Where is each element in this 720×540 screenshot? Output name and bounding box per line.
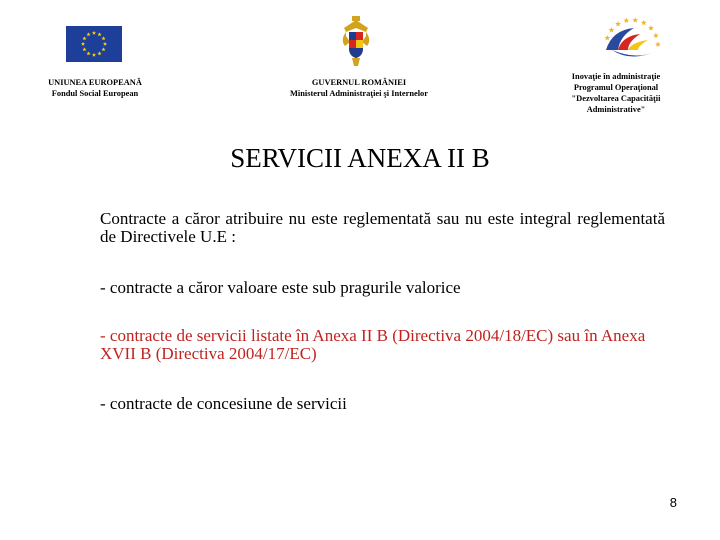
page-number: 8	[669, 495, 677, 510]
eu-header	[20, 77, 170, 99]
star-icon	[615, 21, 621, 26]
government-header-line1: GUVERNUL ROMÂNIEI	[311, 78, 407, 87]
government-header	[254, 77, 464, 99]
star-icon	[641, 20, 647, 25]
program-header-line3: "Dezvoltarea Capacităţii	[571, 94, 661, 103]
program-header	[556, 71, 676, 115]
list-item: - contracte de concesiune de servicii	[100, 394, 347, 413]
star-icon	[632, 17, 638, 22]
star-icon	[609, 27, 615, 32]
program-header-line2: Programul Operaţional	[573, 83, 659, 92]
eu-flag-icon	[66, 26, 122, 62]
list-item: - contracte de servicii listate în Anexa II B (Directiva 2004/18/EC) sau în Anexa XVII B (Directiva 2004/17/EC)	[100, 326, 646, 363]
programme-logo-icon	[598, 16, 662, 66]
eu-header-line1: UNIUNEA EUROPEANĂ	[48, 78, 142, 87]
star-icon	[604, 35, 610, 40]
star-icon	[653, 33, 659, 38]
romania-coat-of-arms-icon	[340, 14, 372, 68]
program-header-line1: Inovaţie în administraţie	[571, 72, 661, 81]
eu-header-line2: Fondul Social European	[51, 89, 139, 98]
star-icon	[655, 41, 661, 46]
slide-title: SERVICII ANEXA II B	[230, 143, 490, 173]
star-icon	[623, 18, 629, 23]
program-header-line4: Administrative"	[586, 105, 646, 114]
government-header-line2: Ministerul Administraţiei şi Internelor	[290, 89, 428, 98]
intro-paragraph: Contracte a căror atribuire nu este reglementată sau nu este integral reglementată de Directivele U.E :	[100, 209, 665, 246]
star-icon	[648, 25, 654, 30]
list-item: - contracte a căror valoare este sub pragurile valorice	[100, 278, 461, 297]
